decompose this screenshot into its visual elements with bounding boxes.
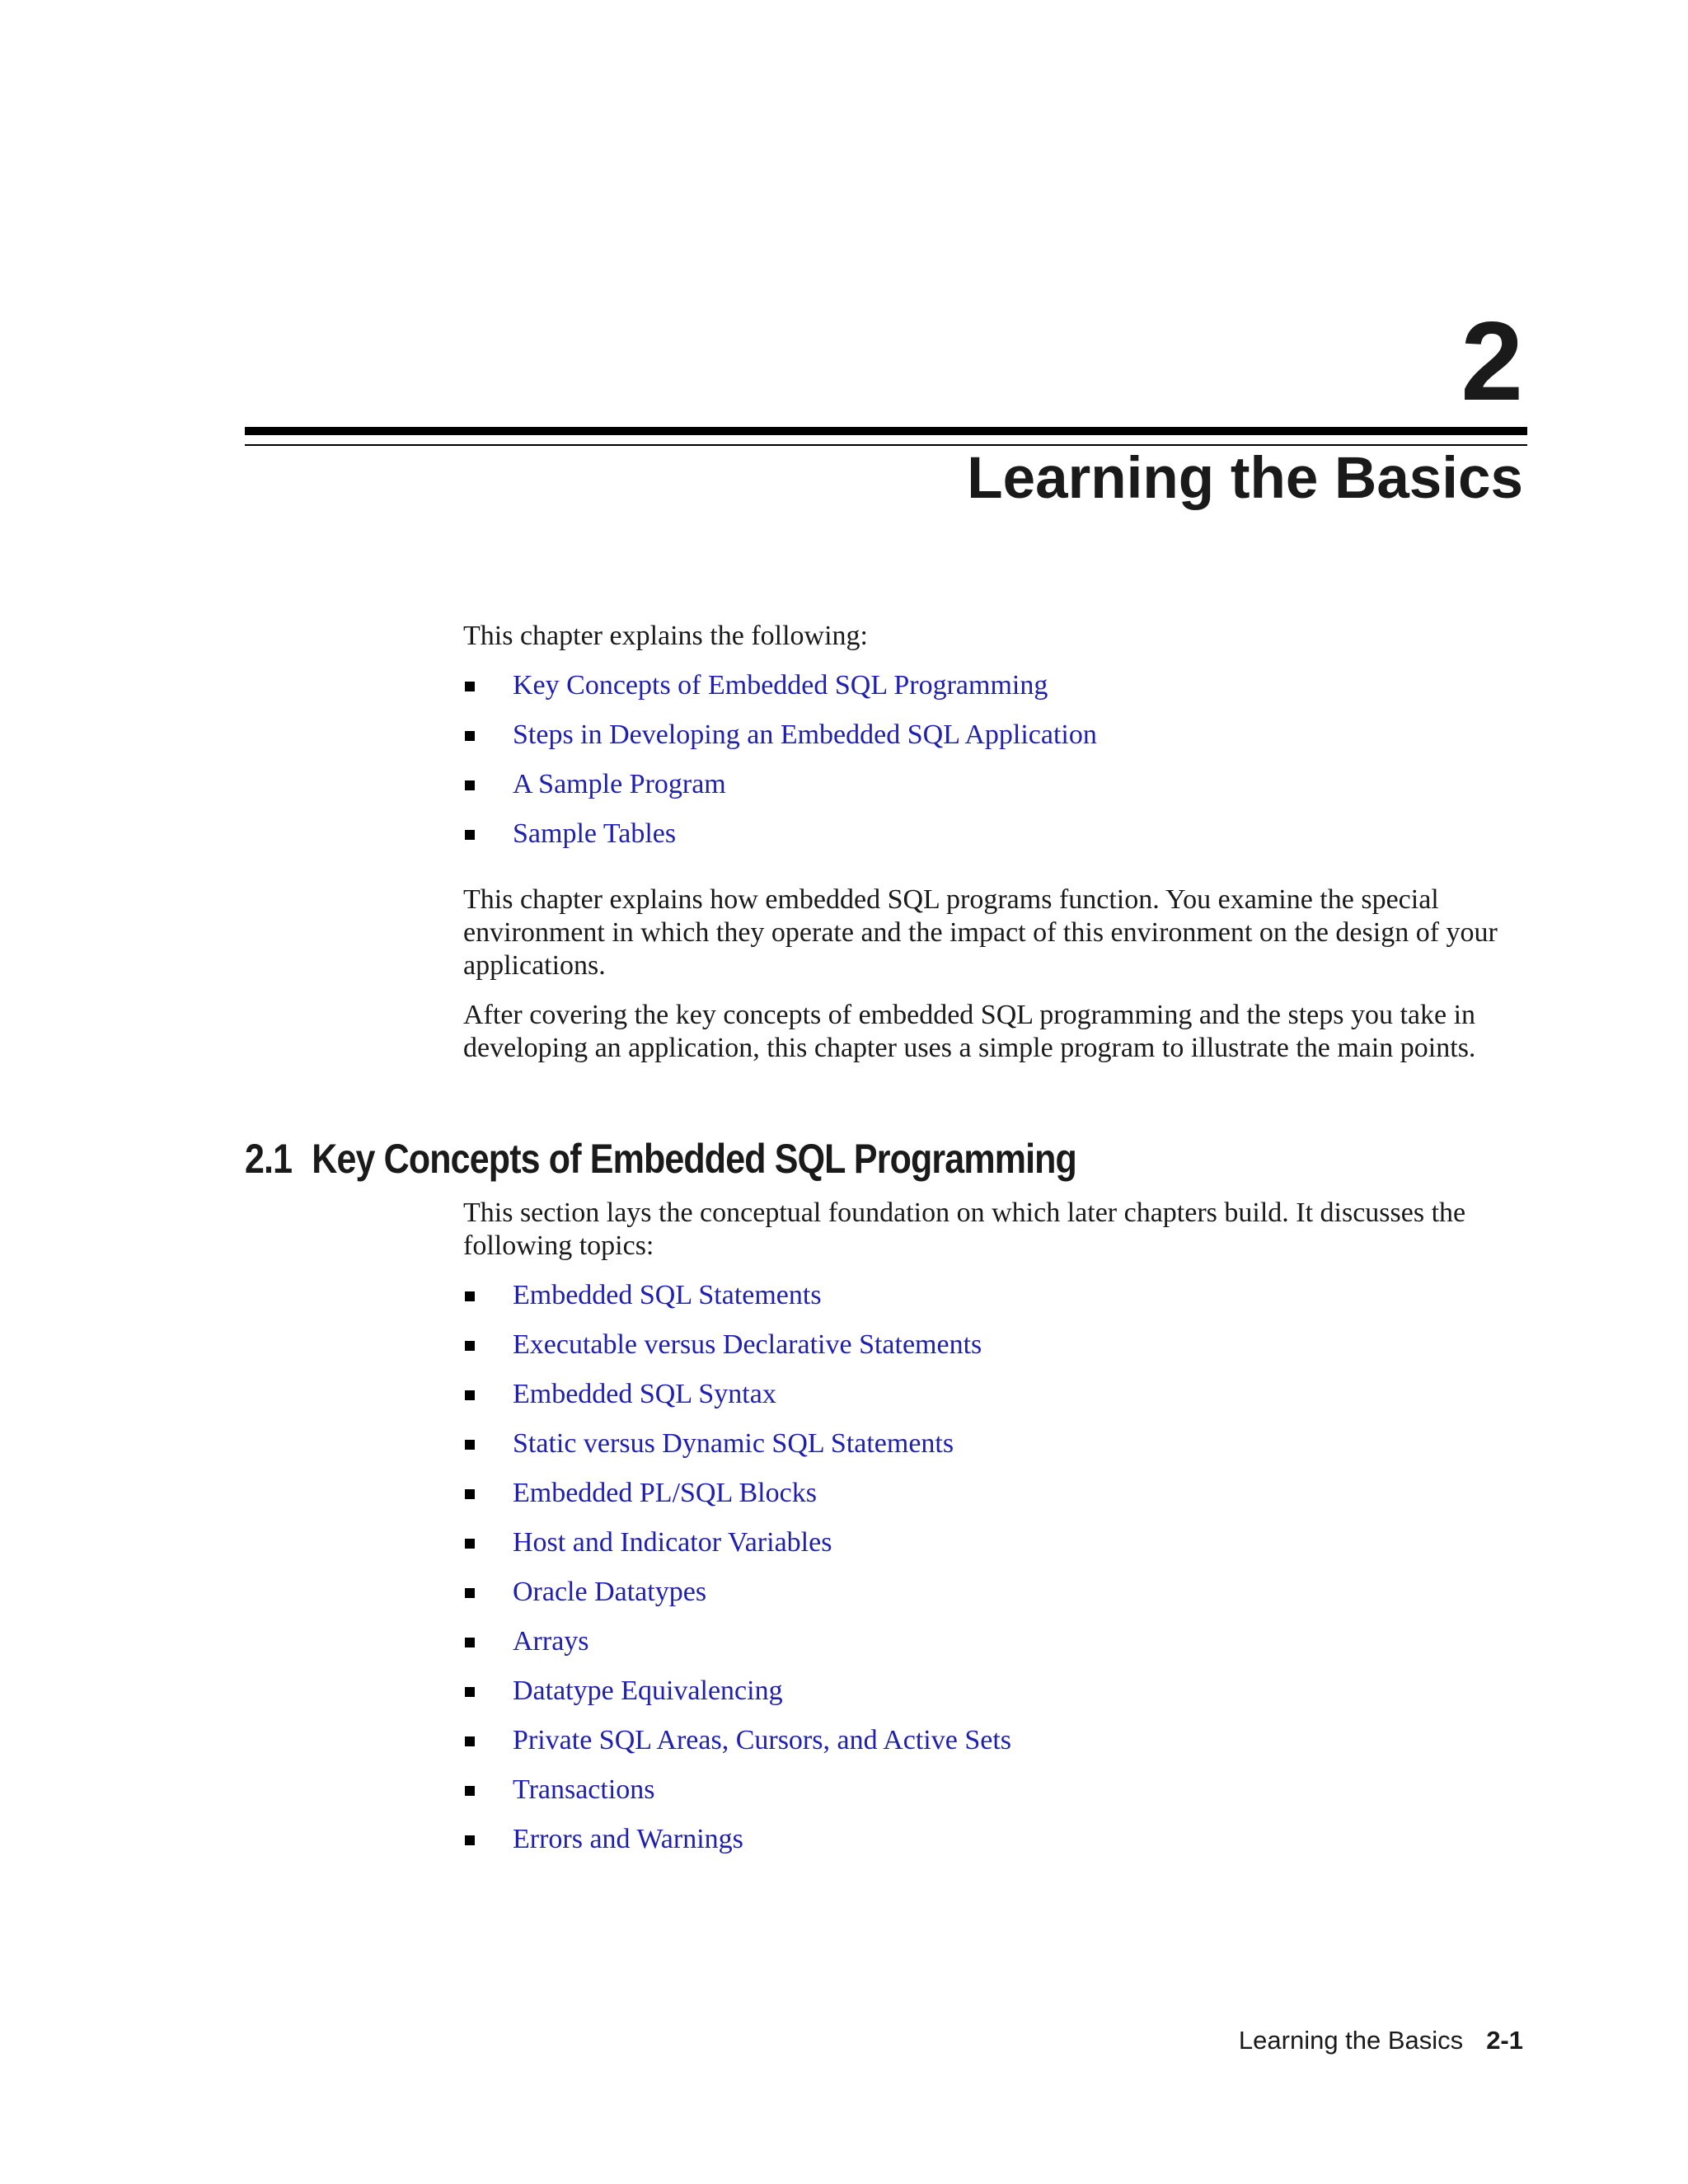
link-datatype-equivalencing[interactable]: Datatype Equivalencing [513,1675,783,1706]
intro-paragraph: This chapter explains how embedded SQL programs function. You examine the special environment in which they operate and the impact of this environment on the design of your applications. [463,884,1498,981]
chapter-title: Learning the Basics [967,446,1523,511]
square-bullet-icon [465,1687,475,1697]
square-bullet-icon [465,830,475,840]
footer-title: Learning the Basics [1238,2026,1464,2055]
square-bullet-icon [465,1539,475,1549]
link-embedded-sql-syntax[interactable]: Embedded SQL Syntax [513,1379,776,1409]
section-heading [245,1134,1351,1183]
chapter-number: 2 [1461,298,1523,424]
list-item [463,1329,1535,1378]
link-arrays[interactable]: Arrays [513,1626,589,1657]
link-executable-vs-declarative[interactable]: Executable versus Declarative Statements [513,1329,982,1360]
link-host-indicator-variables[interactable]: Host and Indicator Variables [513,1527,832,1558]
list-item [463,1378,1535,1427]
link-private-sql-areas[interactable]: Private SQL Areas, Cursors, and Active Sets [513,1725,1011,1755]
square-bullet-icon [465,1736,475,1746]
list-item [463,818,1535,867]
intro-paragraph: After covering the key concepts of embedded SQL programming and the steps you take in developing an application, this chapter uses a simple program to illustrate the main points. [463,1000,1476,1063]
page-number: 2-1 [1486,2026,1523,2055]
section-title: Key Concepts of Embedded SQL Programming [312,1136,1076,1182]
list-item [463,1576,1535,1625]
intro-lead: This chapter explains the following: [463,621,868,651]
link-embedded-plsql-blocks[interactable]: Embedded PL/SQL Blocks [513,1478,817,1508]
page-footer [1239,2027,1523,2053]
link-static-vs-dynamic[interactable]: Static versus Dynamic SQL Statements [513,1428,954,1459]
list-item [463,1675,1535,1724]
link-oracle-datatypes[interactable]: Oracle Datatypes [513,1577,707,1607]
chapter-intro [463,620,1535,1081]
square-bullet-icon [465,780,475,790]
square-bullet-icon [465,682,475,691]
square-bullet-icon [465,1489,475,1499]
list-item [463,1279,1535,1329]
link-sample-tables[interactable]: Sample Tables [513,818,677,849]
intro-link-list [463,669,1535,867]
list-item [463,669,1535,719]
section-number: 2.1 [245,1136,293,1182]
link-steps-developing[interactable]: Steps in Developing an Embedded SQL Application [513,719,1097,750]
link-errors-warnings[interactable]: Errors and Warnings [513,1824,743,1854]
square-bullet-icon [465,1588,475,1598]
list-item [463,1724,1535,1774]
square-bullet-icon [465,1440,475,1450]
list-item [463,1625,1535,1675]
link-transactions[interactable]: Transactions [513,1774,655,1805]
section-topic-list [463,1279,1535,1872]
square-bullet-icon [465,1291,475,1301]
square-bullet-icon [465,1786,475,1796]
square-bullet-icon [465,1835,475,1845]
list-item [463,768,1535,818]
link-embedded-sql-statements[interactable]: Embedded SQL Statements [513,1280,822,1310]
square-bullet-icon [465,1390,475,1400]
link-sample-program[interactable]: A Sample Program [513,769,726,799]
square-bullet-icon [465,1341,475,1351]
list-item [463,1774,1535,1823]
square-bullet-icon [465,1638,475,1647]
list-item [463,1427,1535,1477]
section-lead: This section lays the conceptual foundation on which later chapters build. It discusses the following topics: [463,1197,1466,1261]
list-item [463,1526,1535,1576]
section-body [463,1197,1535,1889]
list-item [463,1477,1535,1526]
list-item [463,1823,1535,1872]
list-item [463,719,1535,768]
link-key-concepts[interactable]: Key Concepts of Embedded SQL Programming [513,670,1048,701]
square-bullet-icon [465,731,475,741]
chapter-rule-thick [245,427,1527,435]
